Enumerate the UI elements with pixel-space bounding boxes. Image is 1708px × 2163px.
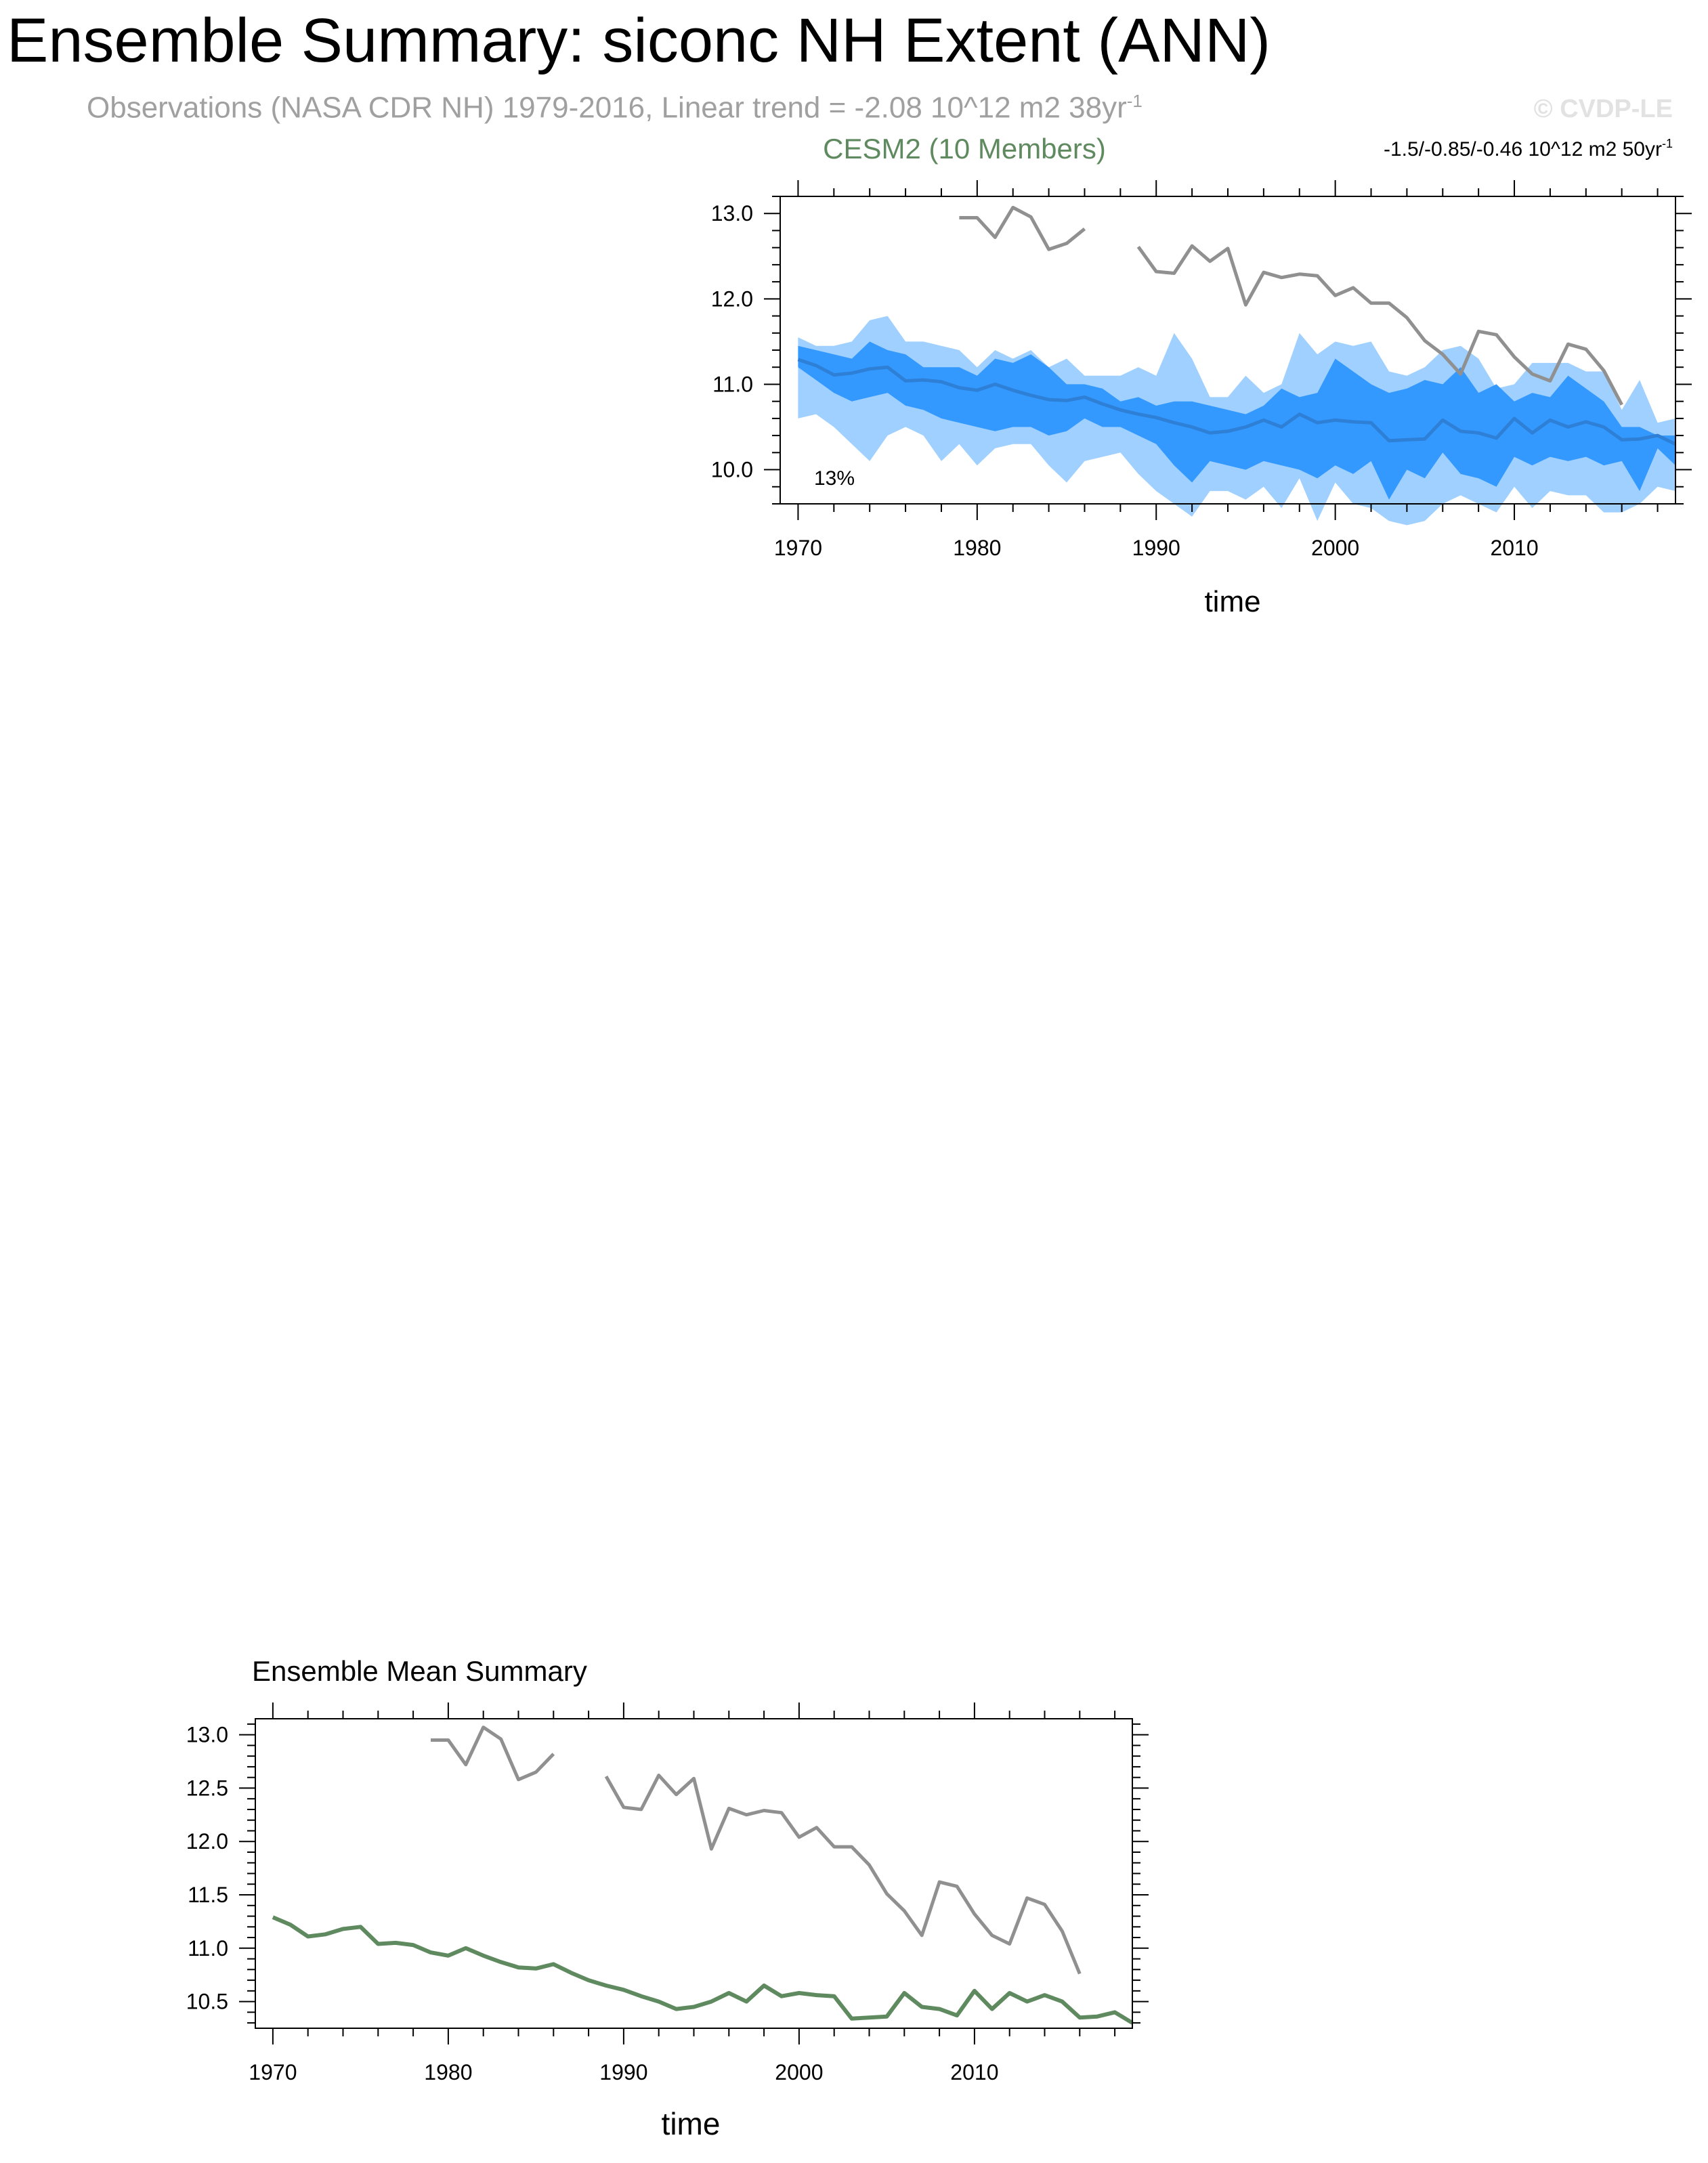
y-tick-label: 12.0 bbox=[710, 286, 753, 312]
copyright-label: © CVDP-LE bbox=[1533, 95, 1673, 123]
y-tick-label: 10.0 bbox=[710, 457, 753, 482]
x-tick-label: 1980 bbox=[424, 2060, 473, 2084]
chart-trend-label bbox=[1384, 137, 1673, 160]
x-tick-label: 2000 bbox=[1311, 536, 1360, 560]
chart-title: Ensemble Mean Summary bbox=[252, 1655, 587, 1687]
y-tick-label: 13.0 bbox=[186, 1722, 228, 1747]
x-tick-label: 1970 bbox=[249, 2060, 297, 2084]
x-tick-label: 2010 bbox=[950, 2060, 999, 2084]
trend-exponent: -1 bbox=[1661, 137, 1673, 150]
plot-frame bbox=[255, 1719, 1132, 2028]
page-title: Ensemble Summary: siconc NH Extent (ANN) bbox=[7, 6, 1271, 75]
y-tick-label: 12.0 bbox=[186, 1829, 228, 1854]
y-tick-label: 13.0 bbox=[710, 201, 753, 226]
x-axis-label: time bbox=[1204, 585, 1261, 618]
observations-exponent: -1 bbox=[1126, 91, 1143, 111]
observations-line bbox=[431, 1728, 1080, 1974]
x-tick-label: 1990 bbox=[1132, 536, 1180, 560]
x-tick-label: 1990 bbox=[599, 2060, 648, 2084]
x-tick-label: 1980 bbox=[953, 536, 1002, 560]
y-tick-label: 11.0 bbox=[188, 1935, 228, 1961]
ensemble-mean-line bbox=[273, 1917, 1132, 2023]
x-tick-label: 2000 bbox=[775, 2060, 824, 2084]
x-axis-label: time bbox=[661, 2106, 721, 2141]
plot-area bbox=[711, 180, 1692, 560]
y-tick-label: 10.5 bbox=[186, 1989, 228, 2014]
trend-text: -1.5/-0.85/-0.46 10^12 m2 50yr bbox=[1384, 138, 1662, 160]
y-tick-label: 12.5 bbox=[186, 1776, 228, 1801]
plot-area bbox=[186, 1702, 1149, 2084]
observations-text: Observations (NASA CDR NH) 1979-2016, Linear trend = -2.08 10^12 m2 38yr bbox=[87, 91, 1127, 125]
chart-title: CESM2 (10 Members) bbox=[823, 133, 1106, 165]
y-tick-label: 11.0 bbox=[712, 372, 753, 397]
x-tick-label: 2010 bbox=[1490, 536, 1539, 560]
y-tick-label: 11.5 bbox=[188, 1883, 228, 1908]
annotation-label: 13% bbox=[814, 467, 855, 490]
x-tick-label: 1970 bbox=[773, 536, 823, 560]
